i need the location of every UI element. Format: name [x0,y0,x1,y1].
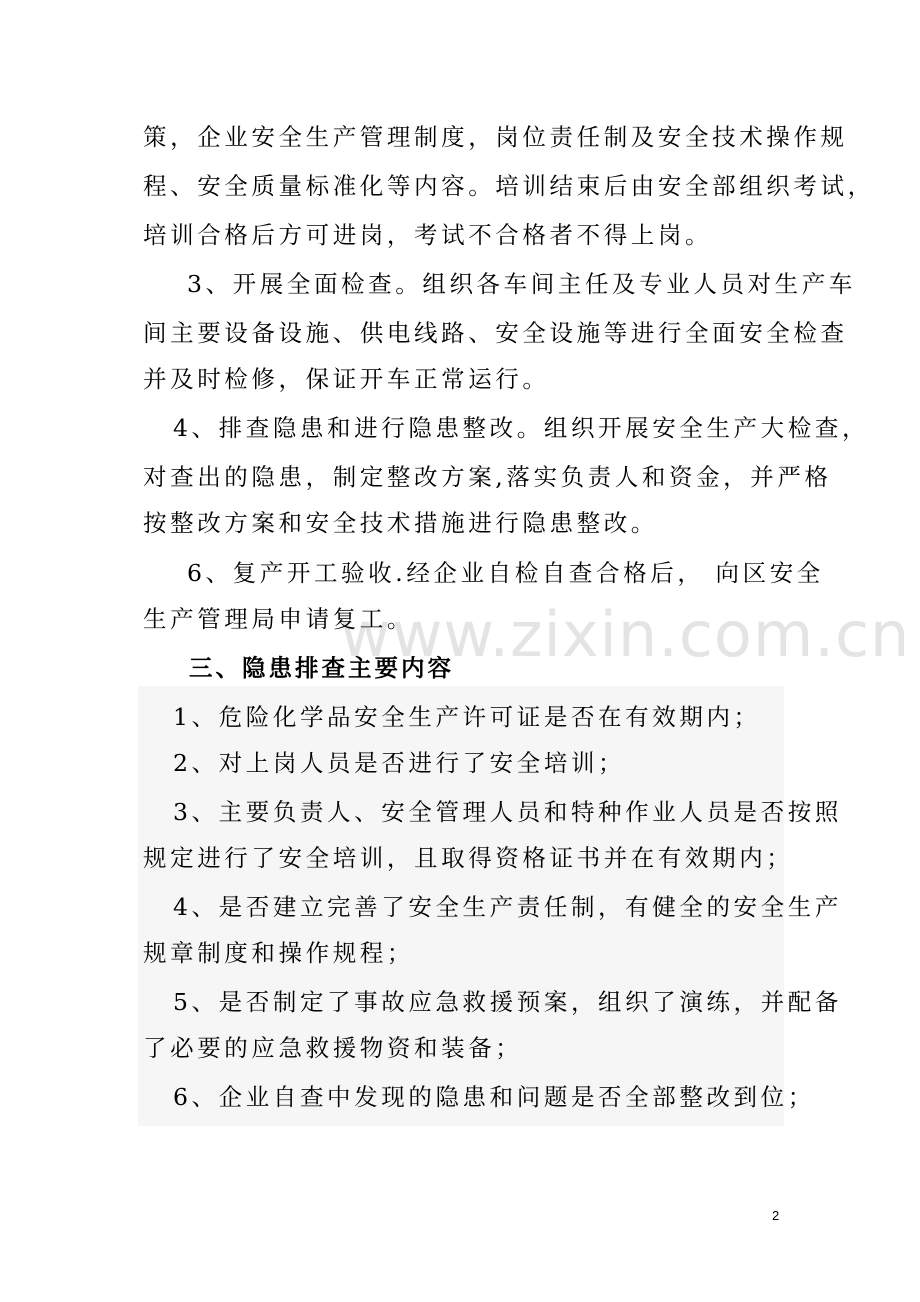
watermark: www.zixin.com.cn [340,598,911,671]
list-item-continuation: 规定进行了安全培训，且取得资格证书并在有效期内； [143,844,794,872]
paragraph-line: 对查出的隐患，制定整改方案,落实负责人和资金，并严格 [143,463,832,491]
paragraph-line: 按整改方案和安全技术措施进行隐患整改。 [143,509,658,537]
paragraph-line: 间主要设备设施、供电线路、安全设施等进行全面安全检查 [143,319,848,347]
list-item: 1、危险化学品安全生产许可证是否在有效期内； [173,703,761,731]
paragraph-line: 培训合格后方可进岗，考试不合格者不得上岗。 [143,221,713,249]
list-item: 4、是否建立完善了安全生产责任制，有健全的安全生产 [173,893,842,921]
list-item: 2、对上岗人员是否进行了安全培训； [173,749,626,777]
paragraph-line: 生产管理局申请复工。 [143,605,414,633]
paragraph-line: 程、安全质量标准化等内容。培训结束后由安全部组织考试， [143,172,875,200]
page-number: 2 [772,1208,780,1223]
list-item-continuation: 规章制度和操作规程； [143,939,414,967]
paragraph-line: 6、复产开工验收.经企业自检自查合格后， 向区安全 [187,559,824,587]
paragraph-line: 3、开展全面检查。组织各车间主任及专业人员对生产车 [187,270,856,298]
list-item: 5、是否制定了事故应急救援预案，组织了演练，并配备 [173,988,842,1016]
list-item: 6、企业自查中发现的隐患和问题是否全部整改到位； [173,1083,815,1111]
paragraph-line: 4、排查隐患和进行隐患整改。组织开展安全生产大检查， [173,414,870,442]
paragraph-line: 策，企业安全生产管理制度，岗位责任制及安全技术操作规 [143,123,848,151]
list-item-continuation: 了必要的应急救援物资和装备； [143,1034,523,1062]
list-item: 3、主要负责人、安全管理人员和特种作业人员是否按照 [173,798,842,826]
paragraph-line: 并及时检修，保证开车正常运行。 [143,365,550,393]
section-heading: 三、隐患排查主要内容 [189,654,454,682]
